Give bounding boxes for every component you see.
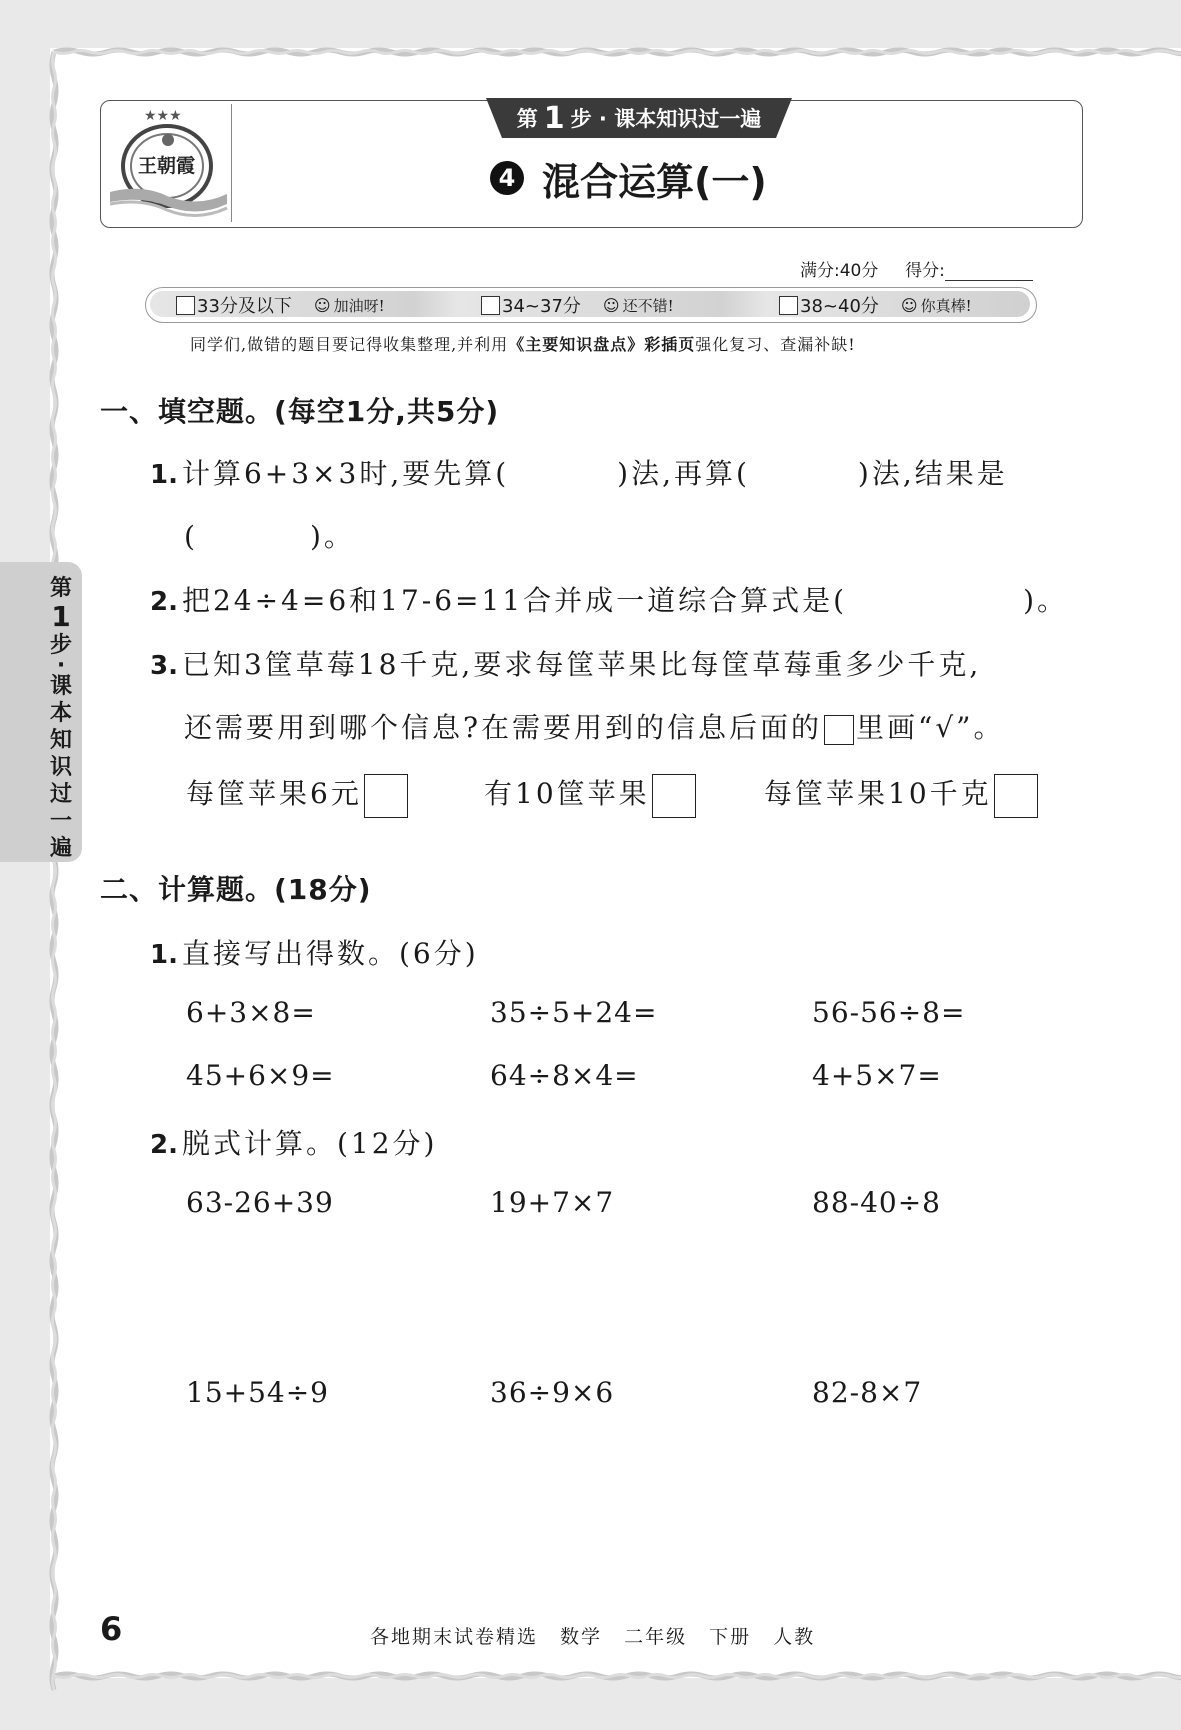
- option-checkbox[interactable]: [652, 774, 696, 818]
- step-calc-item: 19+7×7: [490, 1186, 615, 1219]
- question-1-3: 3. 已知3筐草莓18千克,要求每筐苹果比每筐草莓重多少千克,: [150, 648, 982, 681]
- full-score: 满分:40分: [800, 261, 879, 281]
- step-number: 1: [543, 100, 565, 136]
- score-label: 得分:: [905, 261, 945, 281]
- oral-calc-item: 4+5×7=: [812, 1059, 942, 1092]
- step-prefix: 第: [516, 107, 538, 131]
- footer-text: 各地期末试卷精选 数学 二年级 下册 人教: [370, 1626, 816, 1648]
- rating-checkbox[interactable]: [779, 296, 798, 315]
- rating-item-mid: 34~37分 ☺ 还不错!: [481, 292, 674, 318]
- lesson-title: [490, 150, 767, 206]
- logo: [102, 104, 232, 222]
- oral-calc-item: 64÷8×4=: [490, 1059, 639, 1092]
- question-1-2: 2. 把24÷4=6和17-6=11合并成一道综合算式是( )。: [150, 584, 1069, 617]
- oral-calc-item: 35÷5+24=: [490, 996, 658, 1029]
- option-checkbox[interactable]: [364, 774, 408, 818]
- step-calc-item: 15+54÷9: [186, 1376, 329, 1409]
- logo-divider: [231, 104, 232, 222]
- question-2-1: 1. 直接写出得数。(6分): [150, 937, 479, 970]
- rating-checkbox[interactable]: [176, 296, 195, 315]
- question-1-1-line2: ( )。: [184, 520, 355, 553]
- question-1-3-line2: 还需要用到哪个信息?在需要用到的信息后面的 里画“√”。: [184, 711, 1005, 744]
- step-calc-item: 36÷9×6: [490, 1376, 615, 1409]
- logo-text: 王朝霞: [138, 155, 196, 177]
- question-1-1: 1. 计算6+3×3时,要先算( )法,再算( )法,结果是: [150, 457, 1008, 490]
- svg-text:★★★: ★★★: [144, 108, 182, 124]
- sample-box: [824, 715, 854, 745]
- step-calc-item: 63-26+39: [186, 1186, 334, 1219]
- side-tab-label: 第 1 步 · 课 本 知 识 过 一 遍: [49, 576, 72, 861]
- question-2-2: 2. 脱式计算。(12分): [150, 1127, 438, 1160]
- step-suffix: 步 · 课本知识过一遍: [570, 107, 762, 131]
- oral-calc-item: 45+6×9=: [186, 1059, 335, 1092]
- step-calc-item: 82-8×7: [812, 1376, 923, 1409]
- smiley-icon: ☺: [313, 295, 331, 315]
- section1-title: 一、填空题。(每空1分,共5分): [100, 395, 500, 428]
- step-label: [486, 98, 792, 138]
- smiley-icon: ☺: [602, 295, 620, 315]
- smiley-icon: ☺: [900, 295, 918, 315]
- section2-title: 二、计算题。(18分): [100, 873, 372, 906]
- rating-item-high: 38~40分 ☺ 你真棒!: [779, 292, 972, 318]
- option-1: 每筐苹果6元: [186, 772, 408, 818]
- lesson-title-text: 混合运算(一): [542, 159, 767, 204]
- score-blank[interactable]: [945, 263, 1033, 281]
- oral-calc-item: 56-56÷8=: [812, 996, 966, 1029]
- lesson-number-badge: 4: [490, 161, 524, 195]
- oral-calc-item: 6+3×8=: [186, 996, 316, 1029]
- option-3: 每筐苹果10千克: [764, 772, 1038, 818]
- score-line: [800, 256, 1033, 281]
- page-number: 6: [100, 1610, 123, 1648]
- tip-text: 同学们,做错的题目要记得收集整理,并利用《主要知识盘点》彩插页强化复习、查漏补缺!: [190, 335, 856, 354]
- option-checkbox[interactable]: [994, 774, 1038, 818]
- rating-checkbox[interactable]: [481, 296, 500, 315]
- rating-item-low: 33分及以下 ☺ 加油呀!: [176, 292, 385, 318]
- option-2: 有10筐苹果: [484, 772, 696, 818]
- step-calc-item: 88-40÷8: [812, 1186, 941, 1219]
